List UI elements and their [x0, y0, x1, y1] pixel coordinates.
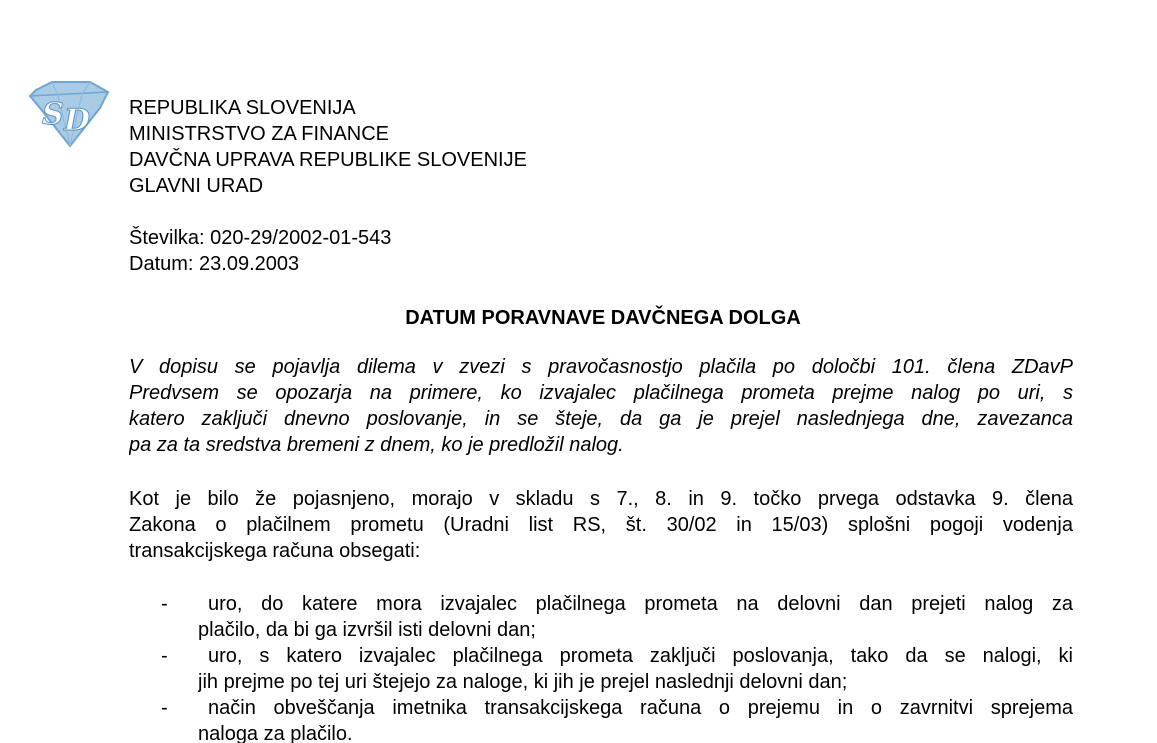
list-item-line: plačilo, da bi ga izvršil isti delovni dan;	[198, 619, 536, 641]
requirements-list	[129, 591, 1073, 743]
document-title: DATUM PORAVNAVE DAVČNEGA DOLGA	[405, 307, 801, 329]
letterhead-line-ministry: MINISTRSTVO ZA FINANCE	[129, 123, 390, 145]
intro-line: V dopisu se pojavlja dilema v zvezi s pravočasnostjo plačila po določbi 101. člena ZDavP	[129, 356, 1073, 378]
letterhead-line-main-office: GLAVNI URAD	[129, 175, 264, 197]
intro-line: Predvsem se opozarja na primere, ko izvajalec plačilnega prometa prejme nalog po uri, s	[129, 382, 1073, 404]
list-bullet: -	[161, 697, 168, 719]
list-item	[129, 695, 1073, 743]
list-item-line: uro, s katero izvajalec plačilnega prometa zaključi poslovanja, tako da se nalogi, ki	[208, 645, 1073, 667]
list-item	[129, 591, 1073, 643]
list-item-line: jih prejme po tej uri štejejo za naloge, ki jih je prejel naslednji delovni dan;	[198, 671, 848, 693]
list-bullet: -	[161, 593, 168, 615]
list-item-line: naloga za plačilo.	[198, 723, 353, 743]
list-item-line: uro, do katere mora izvajalec plačilnega prometa na delovni dan prejeti nalog za	[208, 593, 1073, 615]
svg-text:S: S	[42, 97, 64, 132]
document-number: Številka: 020-29/2002-01-543	[129, 227, 392, 249]
list-item	[129, 643, 1073, 695]
body-line: transakcijskega računa obsegati:	[129, 540, 421, 562]
document-date: Datum: 23.09.2003	[129, 253, 300, 275]
letterhead-line-republic: REPUBLIKA SLOVENIJA	[129, 97, 356, 119]
list-bullet: -	[161, 645, 168, 667]
body-line: Zakona o plačilnem prometu (Uradni list RS, št. 30/02 in 15/03) splošni pogoji vodenja	[129, 514, 1073, 536]
sd-diamond-logo-icon	[28, 78, 112, 148]
intro-line: katero zaključi dnevno poslovanje, in se šteje, da ga je prejel naslednjega dne, zavezanca	[129, 408, 1073, 430]
letterhead-line-tax-office: DAVČNA UPRAVA REPUBLIKE SLOVENIJE	[129, 149, 527, 171]
intro-line: pa za ta sredstva bremeni z dnem, ko je predložil nalog.	[129, 434, 624, 456]
svg-text:D: D	[64, 103, 91, 138]
body-paragraph	[129, 486, 1073, 564]
intro-paragraph	[129, 354, 1073, 458]
document-references	[129, 225, 391, 277]
letterhead	[129, 95, 527, 199]
body-line: Kot je bilo že pojasnjeno, morajo v skladu s 7., 8. in 9. točko prvega odstavka 9. člena	[129, 488, 1073, 510]
list-item-line: način obveščanja imetnika transakcijskega računa o prejemu in o zavrnitvi sprejema	[208, 697, 1073, 719]
